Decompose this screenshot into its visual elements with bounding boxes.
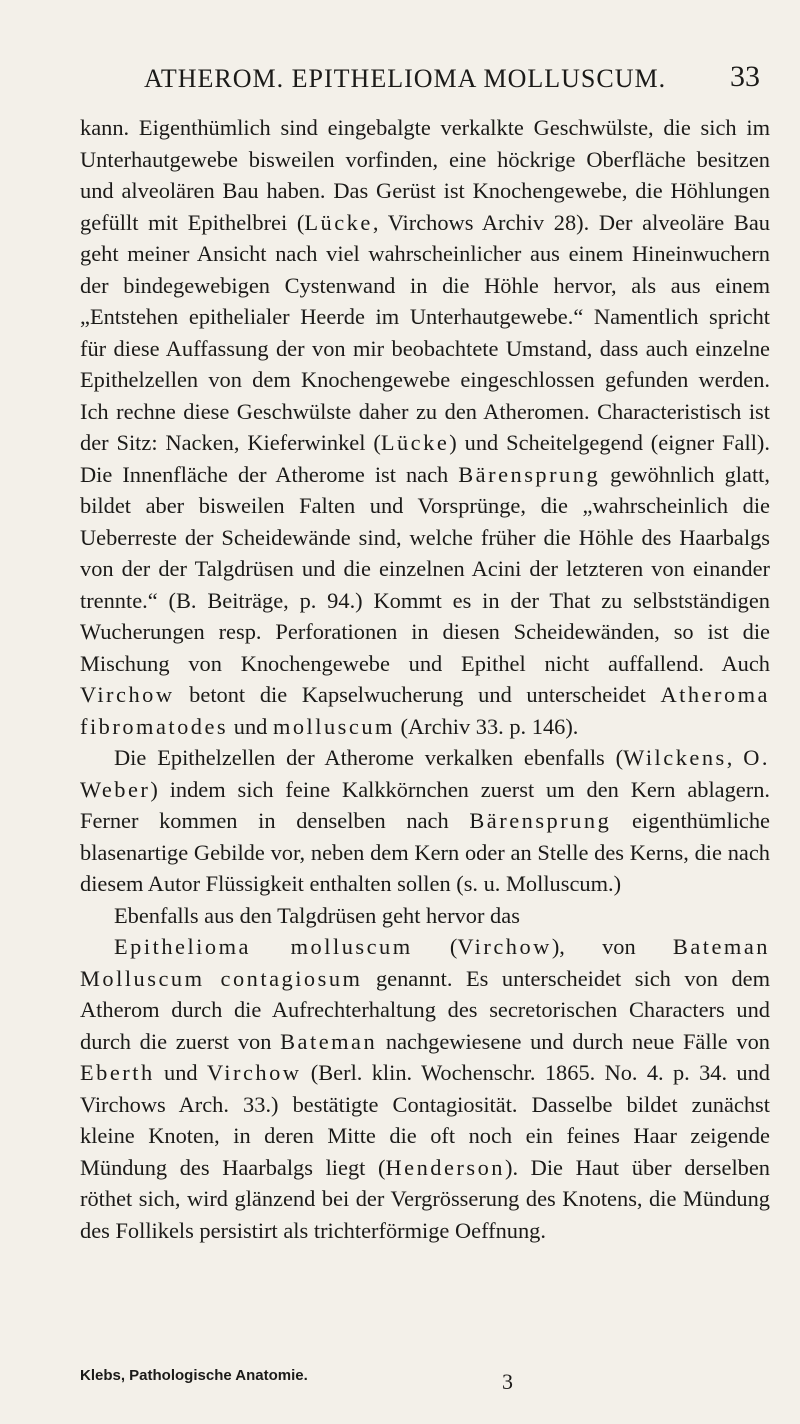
paragraph-2 bbox=[80, 742, 770, 900]
author-name: Lücke bbox=[380, 430, 450, 455]
running-title: ATHEROM. EPITHELIOMA MOLLUSCUM. bbox=[144, 64, 667, 93]
text-run: und bbox=[228, 713, 273, 739]
text-run: ) und Scheitelgegend (eigner Fall). Die Innenfläche der Atherome ist nach bbox=[80, 430, 770, 487]
text-run: ), von bbox=[551, 934, 673, 959]
text-run: (Archiv 33. p. 146). bbox=[394, 713, 579, 739]
page-header bbox=[100, 60, 760, 100]
text-run: , Virchows Archiv 28). Der alveoläre Bau geht meiner Ansicht nach viel wahrscheinlicher aus einem Hineinwuchern der bindegewebigen Cystenwand in die Höhle hervor, als aus einem „Entstehen epithelialer Heerde im Unterhautgewebe.“ Namentlich spricht für diese Auffassung der von mir beobachtete Umstand, dass auch einzelne Epithelzellen von dem Knochengewebe eingeschlossen gefunden werden. Ich rechne diese Geschwülste daher zu den Atheromen. Characteristisch ist der Sitz: Nacken, Kieferwinkel ( bbox=[80, 209, 770, 455]
author-name: Bärensprung bbox=[469, 808, 612, 833]
printer-signature: Klebs, Pathologische Anatomie. bbox=[80, 1367, 308, 1384]
text-run: (Berl. klin. Wochenschr. 1865. No. 4. p. 34. und Virchows Arch. 33.) bestätigte Contagiosität. Dasselbe bildet zunächst kleine Knoten, in deren Mitte die oft noch ein feines Haar zeigende Mündung des Haarbalgs liegt ( bbox=[80, 1060, 771, 1180]
text-run: gewöhnlich glatt, bildet aber bisweilen Falten und Vorsprünge, die „wahrscheinlich die Ueberreste der Scheidewände sind, welche früher die Höhle des Haarbalgs von der der Talgdrüsen und die einzelnen Acini der letzteren von einander trennte.“ (B. Beiträge, p. 94.) Kommt es in der That zu selbstständigen Wucherungen resp. Perforationen in diesen Scheidewänden, so ist die Mischung von Knochengewebe und Epithel nicht auffallend. Auch bbox=[80, 461, 770, 676]
author-name: Bateman bbox=[280, 1028, 378, 1054]
term: Atheroma fibromatodes bbox=[80, 682, 770, 739]
paragraph-3 bbox=[80, 900, 770, 932]
term: molluscum bbox=[272, 713, 395, 739]
paragraph-1 bbox=[80, 112, 770, 742]
author-name: Wilckens bbox=[623, 745, 727, 770]
text-run: genannt. Es unterscheidet sich von dem Atherom durch die Aufrechterhaltung des secretorischen Characters und durch die zuerst von bbox=[80, 965, 770, 1054]
page-footer bbox=[80, 1367, 770, 1397]
paragraph-4 bbox=[80, 931, 770, 1246]
text-run: ) indem sich feine Kalkkörnchen zuerst um den Kern ablagern. Ferner kommen in denselben nach bbox=[80, 776, 770, 833]
author-name: Virchow bbox=[206, 1060, 302, 1085]
text-run: Ebenfalls aus den Talgdrüsen geht hervor das bbox=[114, 902, 520, 928]
text-run: ). Die Haut über derselben röthet sich, wird glänzend bei der Vergrösserung des Knotens, die Mündung des Follikels persistirt als trichterförmige Oeffnung. bbox=[80, 1154, 770, 1243]
text-run: nachgewiesene und durch neue Fälle von bbox=[377, 1028, 770, 1054]
text-run: , bbox=[726, 745, 744, 770]
text-run: betont die Kapselwucherung und unterscheidet bbox=[174, 682, 661, 707]
author-name: O. Weber bbox=[80, 745, 770, 802]
author-name: Virchow bbox=[457, 934, 552, 959]
author-name: Eberth bbox=[80, 1060, 155, 1085]
term: Epithelioma molluscum bbox=[114, 934, 413, 959]
sheet-number: 3 bbox=[502, 1369, 513, 1394]
text-run: ( bbox=[412, 934, 458, 959]
text-run: eigenthümliche blasenartige Gebilde vor, neben dem Kern oder an Stelle des Kerns, die nach diesem Autor Flüssigkeit enthalten sollen (s. u. Molluscum.) bbox=[80, 808, 770, 896]
text-run: und bbox=[154, 1060, 207, 1085]
author-name: Bärensprung bbox=[458, 461, 601, 487]
author-name: Virchow bbox=[80, 682, 175, 707]
body-text bbox=[80, 112, 770, 1246]
author-name: Bateman bbox=[672, 934, 770, 959]
text-run: kann. Eigenthümlich sind eingebalgte verkalkte Geschwülste, die sich im Unterhautgewebe bisweilen vorfinden, eine höckrige Oberfläche besitzen und alveolären Bau haben. Das Gerüst ist Knochengewebe, die Höhlungen gefüllt mit Epithelbrei ( bbox=[80, 115, 770, 235]
term: Molluscum contagiosum bbox=[80, 965, 363, 991]
author-name: Henderson bbox=[385, 1154, 505, 1180]
page-number: 33 bbox=[730, 60, 760, 93]
author-name: Lücke bbox=[304, 209, 373, 235]
text-run: Die Epithelzellen der Atherome verkalken ebenfalls ( bbox=[114, 745, 624, 770]
